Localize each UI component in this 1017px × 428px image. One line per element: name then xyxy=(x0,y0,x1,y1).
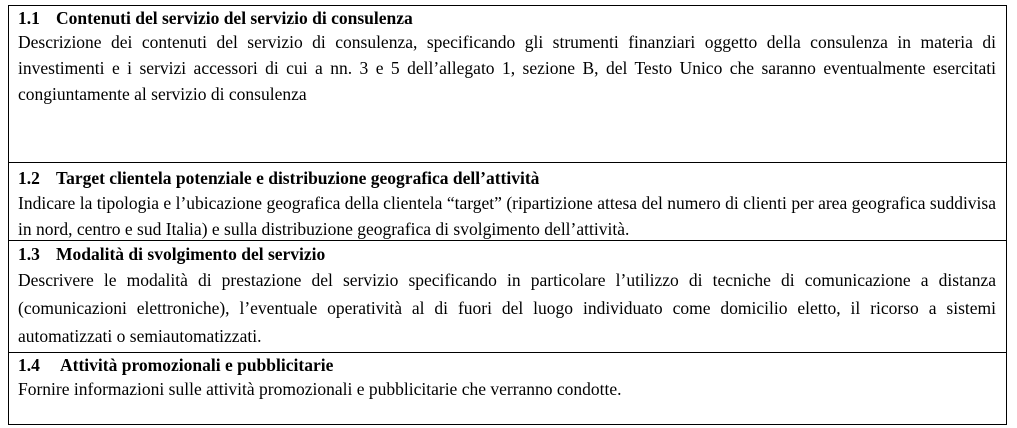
section-heading xyxy=(18,353,996,376)
section-description: Fornire informazioni sulle attività promozionali e pubblicitarie che verranno condotte. xyxy=(18,379,622,399)
section-description: Descrizione dei contenuti del servizio di consulenza, specificando gli strumenti finanziari oggetto della consulenza in materia di investimenti e i servizi accessori di cui a nn. 3 e 5 dell’allegato 1, sezione B, del Testo Unico che saranno eventualmente esercitati congiuntamente al servizio di consulenza xyxy=(18,32,996,104)
form-table xyxy=(8,5,1007,425)
section-description: Indicare la tipologia e l’ubicazione geografica della clientela “target” (ripartizione attesa del numero di clienti per area geografica suddivisa in nord, centro e sud Italia) e sulla distribuzione geografica di svolgimento dell’attività. xyxy=(18,193,996,239)
section-number: 1.1 xyxy=(18,8,40,28)
section-title: Target clientela potenziale e distribuzione geografica dell’attività xyxy=(56,168,540,188)
section-title: Contenuti del servizio del servizio di consulenza xyxy=(56,8,413,28)
section-1-1 xyxy=(9,6,1006,162)
section-description: Descrivere le modalità di prestazione del servizio specificando in particolare l’utilizzo di tecniche di comunicazione a distanza (comunicazioni elettroniche), l’eventuale operatività al di fuori del luogo individuato come domicilio eletto, il ricorso a sistemi automatizzati o semiautomatizzati. xyxy=(18,270,996,346)
section-number: 1.3 xyxy=(18,244,40,264)
section-heading xyxy=(18,241,996,265)
section-title: Attività promozionali e pubblicitarie xyxy=(60,355,334,375)
section-heading xyxy=(18,163,996,189)
section-heading xyxy=(18,6,996,29)
section-number: 1.4 xyxy=(18,355,40,375)
section-number: 1.2 xyxy=(18,168,40,188)
section-title: Modalità di svolgimento del servizio xyxy=(56,244,326,264)
section-1-4 xyxy=(9,352,1006,424)
section-1-2 xyxy=(9,162,1006,240)
section-1-3 xyxy=(9,240,1006,352)
